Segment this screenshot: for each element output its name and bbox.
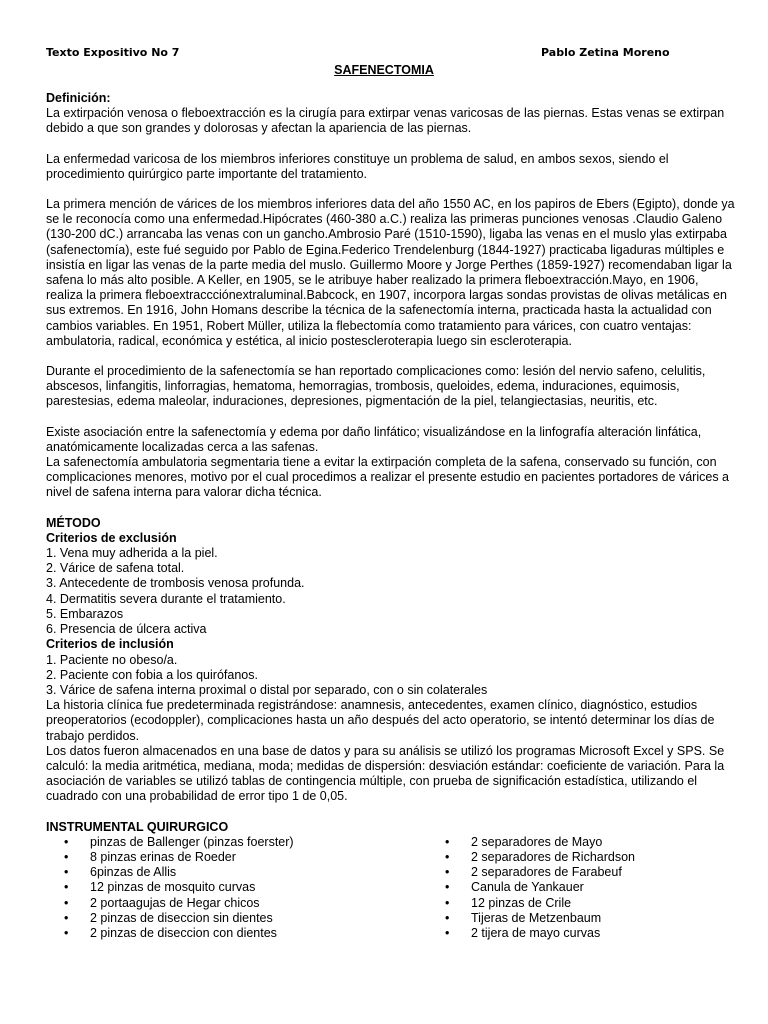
paragraph-5: La safenectomía ambulatoria segmentaria tiene a evitar la extirpación completa de la safena, conservado su función, con complicaciones menores, motivo por el cual procedimos a realizar el presente estudio en pacientes portadores de várices a nivel de safena interna para valorar dicha técnica. bbox=[46, 455, 729, 500]
list-item: 1. Paciente no obeso/a. bbox=[46, 652, 178, 667]
bullet: • bbox=[64, 925, 69, 940]
list-item: 6. Presencia de úlcera activa bbox=[46, 622, 207, 637]
list-item-text: 2 portaagujas de Hegar chicos bbox=[90, 895, 260, 910]
list-item bbox=[427, 926, 635, 941]
list-item-text: Canula de Yankauer bbox=[471, 880, 584, 895]
bullet: • bbox=[64, 865, 69, 880]
list-item-text: 2 pinzas de diseccion con dientes bbox=[90, 925, 277, 940]
list-item: 3. Várice de safena interna proximal o distal por separado, con o sin colaterales bbox=[46, 682, 488, 697]
definition-heading: Definición: bbox=[46, 91, 111, 105]
bullet: • bbox=[445, 925, 450, 940]
list-item-text: 2 separadores de Mayo bbox=[471, 834, 603, 849]
list-item-text: pinzas de Ballenger (pinzas foerster) bbox=[90, 834, 294, 849]
instrumental-columns bbox=[46, 835, 736, 941]
list-item bbox=[427, 835, 635, 850]
page-title: SAFENECTOMIA bbox=[334, 63, 434, 77]
bullet: • bbox=[445, 880, 450, 895]
instrumental-heading: INSTRUMENTAL QUIRURGICO bbox=[46, 819, 229, 834]
bullet: • bbox=[445, 895, 450, 910]
list-item-text: 2 separadores de Farabeuf bbox=[471, 865, 622, 880]
bullet: • bbox=[445, 865, 450, 880]
bullet: • bbox=[445, 910, 450, 925]
method-heading: MÉTODO bbox=[46, 515, 101, 530]
list-item-text: 12 pinzas de mosquito curvas bbox=[90, 880, 256, 895]
bullet: • bbox=[64, 880, 69, 895]
header-left: Texto Expositivo No 7 bbox=[46, 46, 180, 59]
paragraph-1: La enfermedad varicosa de los miembros inferiores constituye un problema de salud, en ambos sexos, siendo el procedimiento quirúrgico parte importante del tratamiento. bbox=[46, 151, 669, 181]
list-item bbox=[46, 911, 427, 926]
list-item bbox=[46, 880, 427, 895]
list-item bbox=[46, 835, 427, 850]
list-item-text: 8 pinzas erinas de Roeder bbox=[90, 849, 236, 864]
instrumental-section bbox=[46, 820, 736, 942]
list-item bbox=[46, 926, 427, 941]
list-item bbox=[427, 880, 635, 895]
list-item bbox=[427, 850, 635, 865]
list-item-text: 6pinzas de Allis bbox=[90, 865, 177, 880]
method-text-history: La historia clínica fue predeterminada registrándose: anamnesis, antecedentes, examen clínico, diagnóstico, estudios preoperatorios (ecodoppler), complicaciones hasta un año después del acto operatorio, se intentó determinar los días de trabajo perdidos. bbox=[46, 698, 715, 743]
list-item-text: Tijeras de Metzenbaum bbox=[471, 910, 602, 925]
instrumental-list-left bbox=[46, 835, 427, 941]
method-section bbox=[46, 516, 736, 805]
definition-text: La extirpación venosa o fleboextracción es la cirugía para extirpar venas varicosas de las piernas. Estas venas se extirpan debido a que son grandes y dolorosas y afectan la apariencia de las piernas. bbox=[46, 106, 725, 136]
list-item bbox=[46, 865, 427, 880]
list-item bbox=[46, 896, 427, 911]
list-item-text: 2 pinzas de diseccion sin dientes bbox=[90, 910, 273, 925]
list-item bbox=[46, 850, 427, 865]
bullet: • bbox=[64, 895, 69, 910]
exclusion-list bbox=[46, 546, 736, 637]
paragraph-2: La primera mención de várices de los miembros inferiores data del año 1550 AC, en los papiros de Ebers (Egipto), donde ya se le reconocía como una enfermedad.Hipócrates (460-380 a.C.) realiza las primeras punciones venosas .Claudio Galeno (130-200 dC.) arrancaba las venas con un gancho.Ambrosio Paré (1510-1590), ligaba las venas en el muslo ylas extirpaba (safenectomía), este fué seguido por Pablo de Egina.Federico Trendelenburg (1844-1927) practicaba ligaduras múltiples e insistía en ligar las venas de la parte media del muslo. Guillermo Moore y Jorge Perthes (1859-1927) recomendaban ligar la safena lo más alto posible. A Keller, en 1905, se le atribuye haber realizado la primera fleboextracción.Mayo, en 1906, realiza la primera fleboextraccciónextraluminal.Babcock, en 1907, incorpora largas sondas provistas de olivas metálicas en sus extremos. En 1916, John Homans describe la técnica de la safenectomía interna, practicada hasta la actualidad con cambios variables. En 1951, Robert Müller, utiliza la flebectomía como tratamiento para várices, con cuatro ventajas: ambulatoria, radical, económica y estética, al inicio postescleroterapia luego sin escleroterapia. bbox=[46, 197, 735, 348]
list-item-text: 2 separadores de Richardson bbox=[471, 849, 635, 864]
method-text-analysis: Los datos fueron almacenados en una base de datos y para su análisis se utilizó los programas Microsoft Excel y SPS. Se calculó: la media aritmética, mediana, moda; medidas de dispersión: desviación estándar: coeficiente de variación. Para la asociación de variables se utilizó tablas de contingencia múltiple, con prueba de significación estadística, utilizando el cuadrado con una probabilidad de error tipo 1 de 0,05. bbox=[46, 743, 725, 804]
list-item bbox=[427, 865, 635, 880]
bullet: • bbox=[64, 910, 69, 925]
paragraph-4: Existe asociación entre la safenectomía y edema por daño linfático; visualizándose en la linfografía alteración linfática, anatómicamente localizadas cerca a las safenas. bbox=[46, 424, 702, 454]
bullet: • bbox=[64, 834, 69, 849]
paragraph-3: Durante el procedimiento de la safenectomía se han reportado complicaciones como: lesión del nervio safeno, celulitis, abscesos, linfangitis, linforragias, hematoma, hemorragias, trombosis, queloides, edema, induraciones, equimosis, parestesias, edema maleolar, induraciones, depresiones, pigmentación de la piel, telangiectasias, neuritis, etc. bbox=[46, 364, 706, 409]
instrumental-list-right bbox=[427, 835, 635, 941]
list-item-text: 2 tijera de mayo curvas bbox=[471, 925, 601, 940]
bullet: • bbox=[445, 834, 450, 849]
document-body bbox=[46, 91, 736, 941]
list-item bbox=[427, 911, 635, 926]
list-item: 3. Antecedente de trombosis venosa profunda. bbox=[46, 576, 305, 591]
definition-paragraph bbox=[46, 91, 736, 137]
list-item-text: 12 pinzas de Crile bbox=[471, 895, 572, 910]
bullet: • bbox=[64, 849, 69, 864]
list-item: 2. Paciente con fobia a los quirófanos. bbox=[46, 667, 258, 682]
list-item: 4. Dermatitis severa durante el tratamiento. bbox=[46, 591, 286, 606]
list-item: 5. Embarazos bbox=[46, 606, 124, 621]
list-item: 2. Várice de safena total. bbox=[46, 561, 185, 576]
bullet: • bbox=[445, 849, 450, 864]
inclusion-list bbox=[46, 653, 736, 699]
list-item bbox=[427, 896, 635, 911]
inclusion-heading: Criterios de inclusión bbox=[46, 637, 174, 652]
exclusion-heading: Criterios de exclusión bbox=[46, 530, 177, 545]
header-right: Pablo Zetina Moreno bbox=[541, 46, 670, 59]
list-item: 1. Vena muy adherida a la piel. bbox=[46, 546, 218, 561]
